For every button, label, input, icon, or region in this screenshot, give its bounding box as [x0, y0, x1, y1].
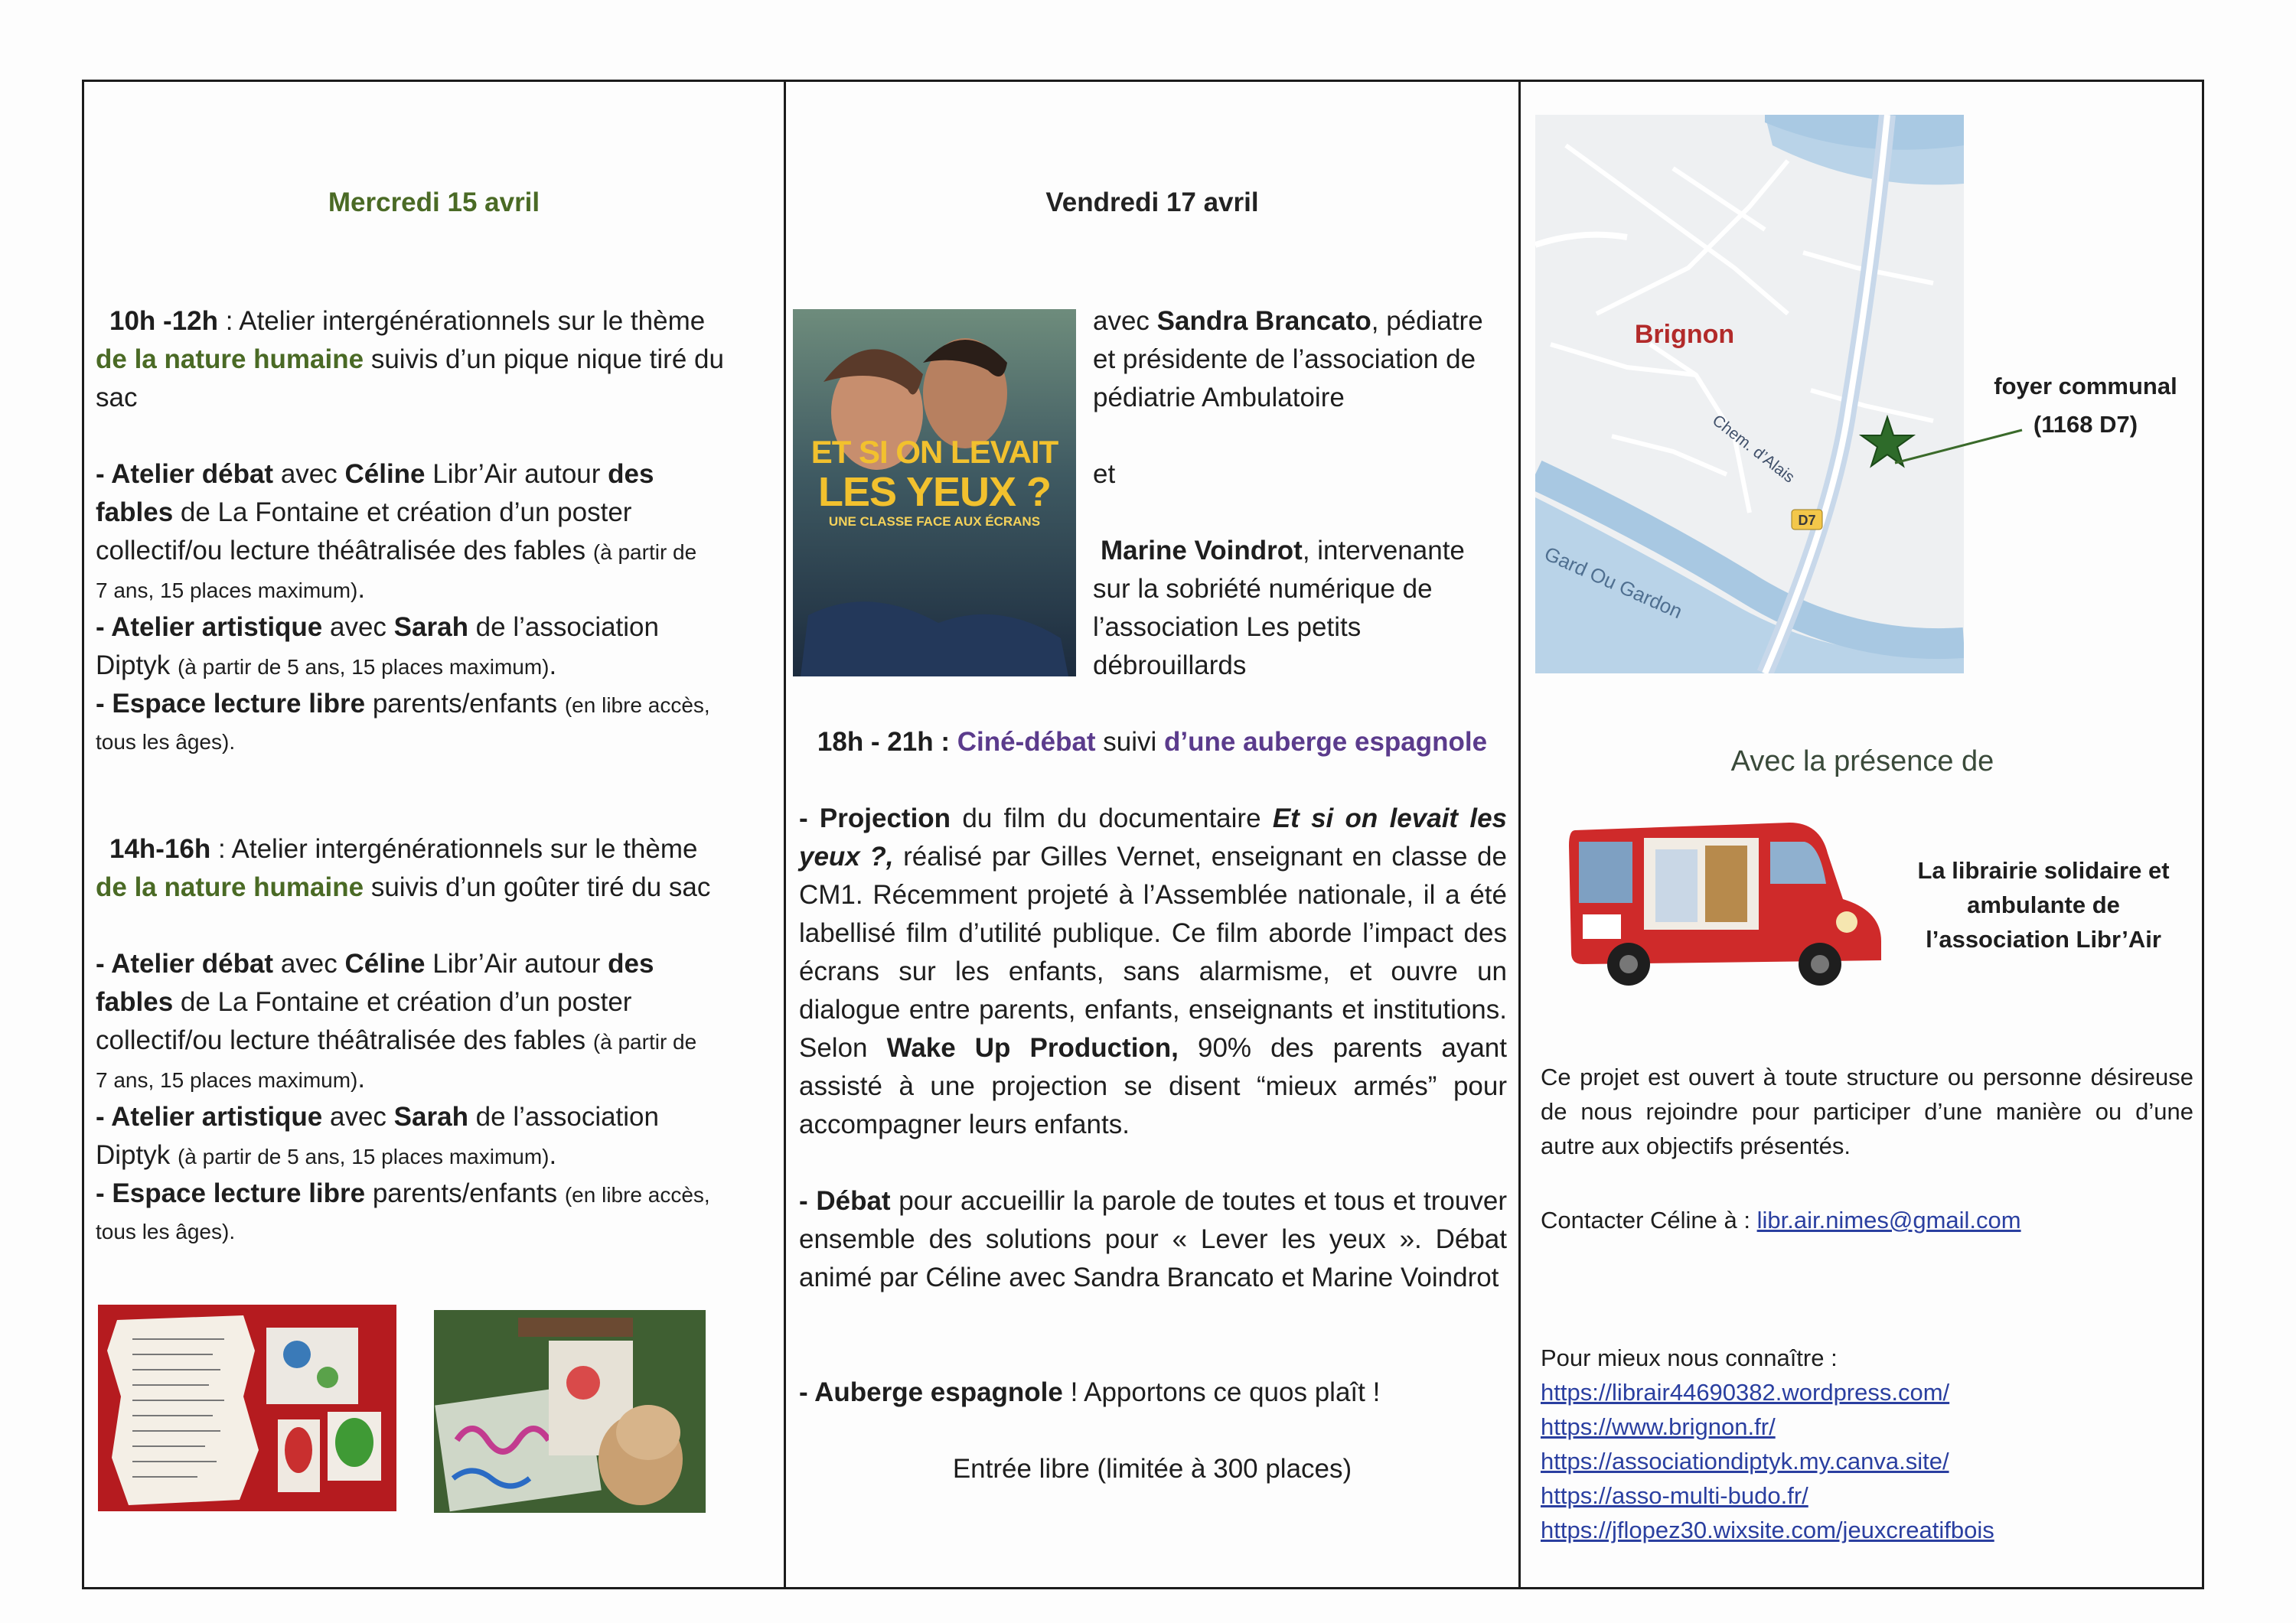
activity-art-line2: Diptyk (à partir de 5 ans, 15 places maximum). [96, 1140, 557, 1170]
evening-heading [786, 723, 1518, 761]
contact-line [1541, 1201, 2021, 1240]
librairie-label [1890, 853, 2197, 957]
location-map [1535, 115, 1964, 673]
session-time: 10h -12h [109, 306, 218, 336]
activity-art-line1 [96, 1098, 659, 1136]
map-town-label: Brignon [1634, 320, 1735, 349]
guest-name: Marine Voindrot [1101, 536, 1303, 565]
website-link[interactable]: https://jflopez30.wixsite.com/jeuxcreatifbois [1541, 1517, 1994, 1543]
map-street-label: Chem. d’Alais [1708, 411, 1799, 487]
website-link[interactable]: https://librair44690382.wordpress.com/ [1541, 1379, 1950, 1406]
session-text: : Atelier intergénérationnels sur le thème [210, 834, 698, 864]
session-morning-end: sac [96, 383, 138, 412]
projection-text: 90% des parents ayant assisté à une projection se disent “mieux armés” pour accompagner leurs enfants. [799, 1033, 1507, 1139]
activity-text: avec [322, 612, 394, 642]
activity-person: Sarah [393, 612, 468, 642]
session-afternoon-intro [109, 830, 783, 869]
activity-person: Céline [344, 949, 426, 979]
activity-debat-line2 [96, 494, 631, 532]
activity-text: Libr’Air autour [425, 949, 608, 979]
map-river-label: Gard Ou Gardon [1541, 542, 1686, 624]
contact-label: Contacter Céline à : [1541, 1207, 1757, 1234]
projection-paragraph [799, 800, 1507, 1144]
guest2-line2: sur la sobriété numérique de [1093, 574, 1433, 604]
activity-note: 7 ans, 15 places maximum) [96, 578, 358, 602]
activity-lecture-line2: tous les âges). [96, 1220, 236, 1243]
activity-note: (en libre accès, [564, 1183, 710, 1207]
activity-text: de La Fontaine et création d’un poster [173, 497, 632, 527]
projection-text: réalisé par Gilles Vernet, enseignant en classe de CM1. Récemment projeté à l’Assemblée nationale, il a été labellisé film d’utilité publique. Ce film aborde l’impact des écrans sur les enfants, sans alarmisme, et ouvre un dialogue entre parents, enfants, enseignants et institutions. Selon [799, 842, 1507, 1063]
session-theme: de la nature humaine [96, 344, 364, 374]
drawing-workshop-drawing [434, 1310, 706, 1513]
poster-title-line2: LES YEUX ? [817, 469, 1052, 515]
activity-text: avec [273, 459, 345, 489]
activity-text: fables [96, 987, 174, 1017]
activity-text: de l’association [468, 612, 659, 642]
activity-note: (à partir de 5 ans, 15 places maximum) [177, 1145, 550, 1168]
activity-text: des [608, 459, 654, 489]
activity-debat-line3 [96, 1022, 696, 1061]
activity-title: - Espace lecture libre [96, 689, 366, 719]
poster-subtitle: UNE CLASSE FACE AUX ÉCRANS [828, 514, 1041, 529]
column-divider-2 [1518, 80, 1521, 1589]
activity-debat-line4: 7 ans, 15 places maximum). [96, 574, 366, 604]
projection-text: du film du documentaire [951, 803, 1273, 833]
session-morning-intro [109, 302, 783, 341]
bookmobile-van-photo [1560, 807, 1889, 987]
activity-debat-line4: 7 ans, 15 places maximum). [96, 1064, 366, 1093]
activity-text: collectif/ou lecture théâtralisée des fables [96, 1025, 593, 1055]
activity-debat-line3 [96, 532, 696, 572]
activity-debat-line2 [96, 983, 631, 1022]
activity-text: Diptyk [96, 1140, 178, 1170]
website-link[interactable]: https://www.brignon.fr/ [1541, 1413, 1776, 1440]
poster-title [793, 435, 1076, 514]
guest2-line3: l’association Les petits [1093, 612, 1362, 642]
debat-text: pour accueillir la parole de toutes et tous et trouver ensemble des solutions pour « Lever les yeux ». Débat animé par Céline avec Sandra Brancato et Marine Voindrot [799, 1186, 1507, 1292]
activity-debat-line1 [96, 455, 654, 494]
foyer-label [1978, 367, 2193, 444]
activity-text: collectif/ou lecture théâtralisée des fables [96, 536, 593, 565]
map-road-label: D7 [1798, 513, 1816, 528]
evening-cine: Ciné-débat [957, 727, 1096, 757]
activity-title: - Atelier artistique [96, 1102, 323, 1132]
projet-paragraph: Ce projet est ouvert à toute structure ou personne désireuse de nous rejoindre pour participer d’une manière ou d’une autre aux objectifs présentés. [1541, 1064, 2193, 1159]
guest1-line3: pédiatrie Ambulatoire [1093, 383, 1345, 412]
guest2-line1 [1101, 532, 1465, 570]
guests-et: et [1093, 459, 1116, 489]
contact-email-link[interactable]: libr.air.nimes@gmail.com [1756, 1207, 2021, 1234]
poster-title-line1: ET SI ON LEVAIT [810, 434, 1058, 470]
session-text: suivis d’un goûter tiré du sac [364, 872, 711, 902]
activity-title: - Atelier artistique [96, 612, 323, 642]
presence-heading: Avec la présence de [1730, 745, 1994, 777]
evening-auberge: d’une auberge espagnole [1164, 727, 1488, 757]
session-text: : Atelier intergénérationnels sur le thème [218, 306, 706, 336]
activity-debat-line1 [96, 945, 654, 983]
projection-title: - Projection [799, 803, 951, 833]
activity-title: - Atelier débat [96, 949, 274, 979]
guest-text: , pédiatre [1371, 306, 1483, 336]
activity-text: parents/enfants [365, 689, 565, 719]
activity-note: (à partir de 5 ans, 15 places maximum) [177, 655, 550, 679]
film-title: Et si on levait les yeux ?, [799, 803, 1508, 872]
librairie-line1: La librairie solidaire et [1917, 857, 2170, 884]
activity-text: Libr’Air autour [425, 459, 608, 489]
activity-lecture-line1 [96, 685, 710, 725]
activity-title: - Espace lecture libre [96, 1178, 366, 1208]
fables-poster-drawing [98, 1305, 396, 1511]
film-poster [793, 309, 1076, 676]
guest2-line4: débrouillards [1093, 650, 1247, 680]
activity-note: (à partir de [592, 540, 697, 564]
website-link[interactable]: https://associationdiptyk.my.canva.site/ [1541, 1448, 1949, 1475]
activity-text: de l’association [468, 1102, 659, 1132]
activity-text: parents/enfants [365, 1178, 565, 1208]
van-drawing [1560, 807, 1889, 987]
activity-title: - Atelier débat [96, 459, 274, 489]
evening-text: suivi [1095, 727, 1165, 757]
activity-text: des [608, 949, 654, 979]
debat-title: - Débat [799, 1186, 891, 1216]
foyer-label-line1: foyer communal [1994, 373, 2177, 399]
fables-poster-photo [98, 1305, 396, 1511]
guest1-line1 [1093, 302, 1483, 341]
activity-text: Diptyk [96, 650, 178, 680]
activity-art-line1 [96, 608, 659, 647]
activity-lecture-line1 [96, 1175, 710, 1214]
librairie-line3: l’association Libr’Air [1926, 926, 2161, 953]
drawing-workshop-photo [434, 1310, 706, 1513]
auberge-text: ! Apportons ce quos plaît ! [1062, 1377, 1381, 1407]
debat-paragraph [799, 1182, 1507, 1297]
activity-lecture-line2: tous les âges). [96, 730, 236, 754]
foyer-label-line2: (1168 D7) [2033, 411, 2138, 438]
auberge-line [799, 1374, 1380, 1412]
session-morning-theme [96, 341, 777, 379]
session-theme: de la nature humaine [96, 872, 364, 902]
day-heading-wednesday: Mercredi 15 avril [328, 187, 540, 217]
session-time: 14h-16h [109, 834, 211, 864]
website-link[interactable]: https://asso-multi-budo.fr/ [1541, 1482, 1808, 1509]
column-divider-1 [784, 80, 786, 1589]
entree-libre: Entrée libre (limitée à 300 places) [952, 1454, 1352, 1484]
evening-time: 18h - 21h : [817, 727, 957, 757]
activity-text: avec [273, 949, 345, 979]
session-afternoon-theme [96, 869, 777, 907]
auberge-title: - Auberge espagnole [799, 1377, 1063, 1407]
guest1-line2: et présidente de l’association de [1093, 344, 1476, 374]
activity-note: (à partir de [592, 1030, 697, 1054]
activity-art-line2: Diptyk (à partir de 5 ans, 15 places maximum). [96, 650, 557, 680]
activity-note: (en libre accès, [564, 693, 710, 717]
activity-person: Sarah [393, 1102, 468, 1132]
map-drawing [1535, 115, 1964, 673]
guest-text: , intervenante [1302, 536, 1465, 565]
production-name: Wake Up Production, [886, 1033, 1179, 1063]
librairie-line2: ambulante de [1967, 891, 2120, 918]
mieux-label: Pour mieux nous connaître : [1541, 1344, 1838, 1371]
session-text: suivis d’un pique nique tiré du [364, 344, 724, 374]
activity-text: de La Fontaine et création d’un poster [173, 987, 632, 1017]
activity-person: Céline [344, 459, 426, 489]
guest-name: Sandra Brancato [1156, 306, 1371, 336]
activity-text: avec [322, 1102, 394, 1132]
activity-text: fables [96, 497, 174, 527]
activity-note: 7 ans, 15 places maximum) [96, 1068, 358, 1092]
guest-text: avec [1093, 306, 1157, 336]
day-heading-friday: Vendredi 17 avril [1045, 187, 1259, 217]
